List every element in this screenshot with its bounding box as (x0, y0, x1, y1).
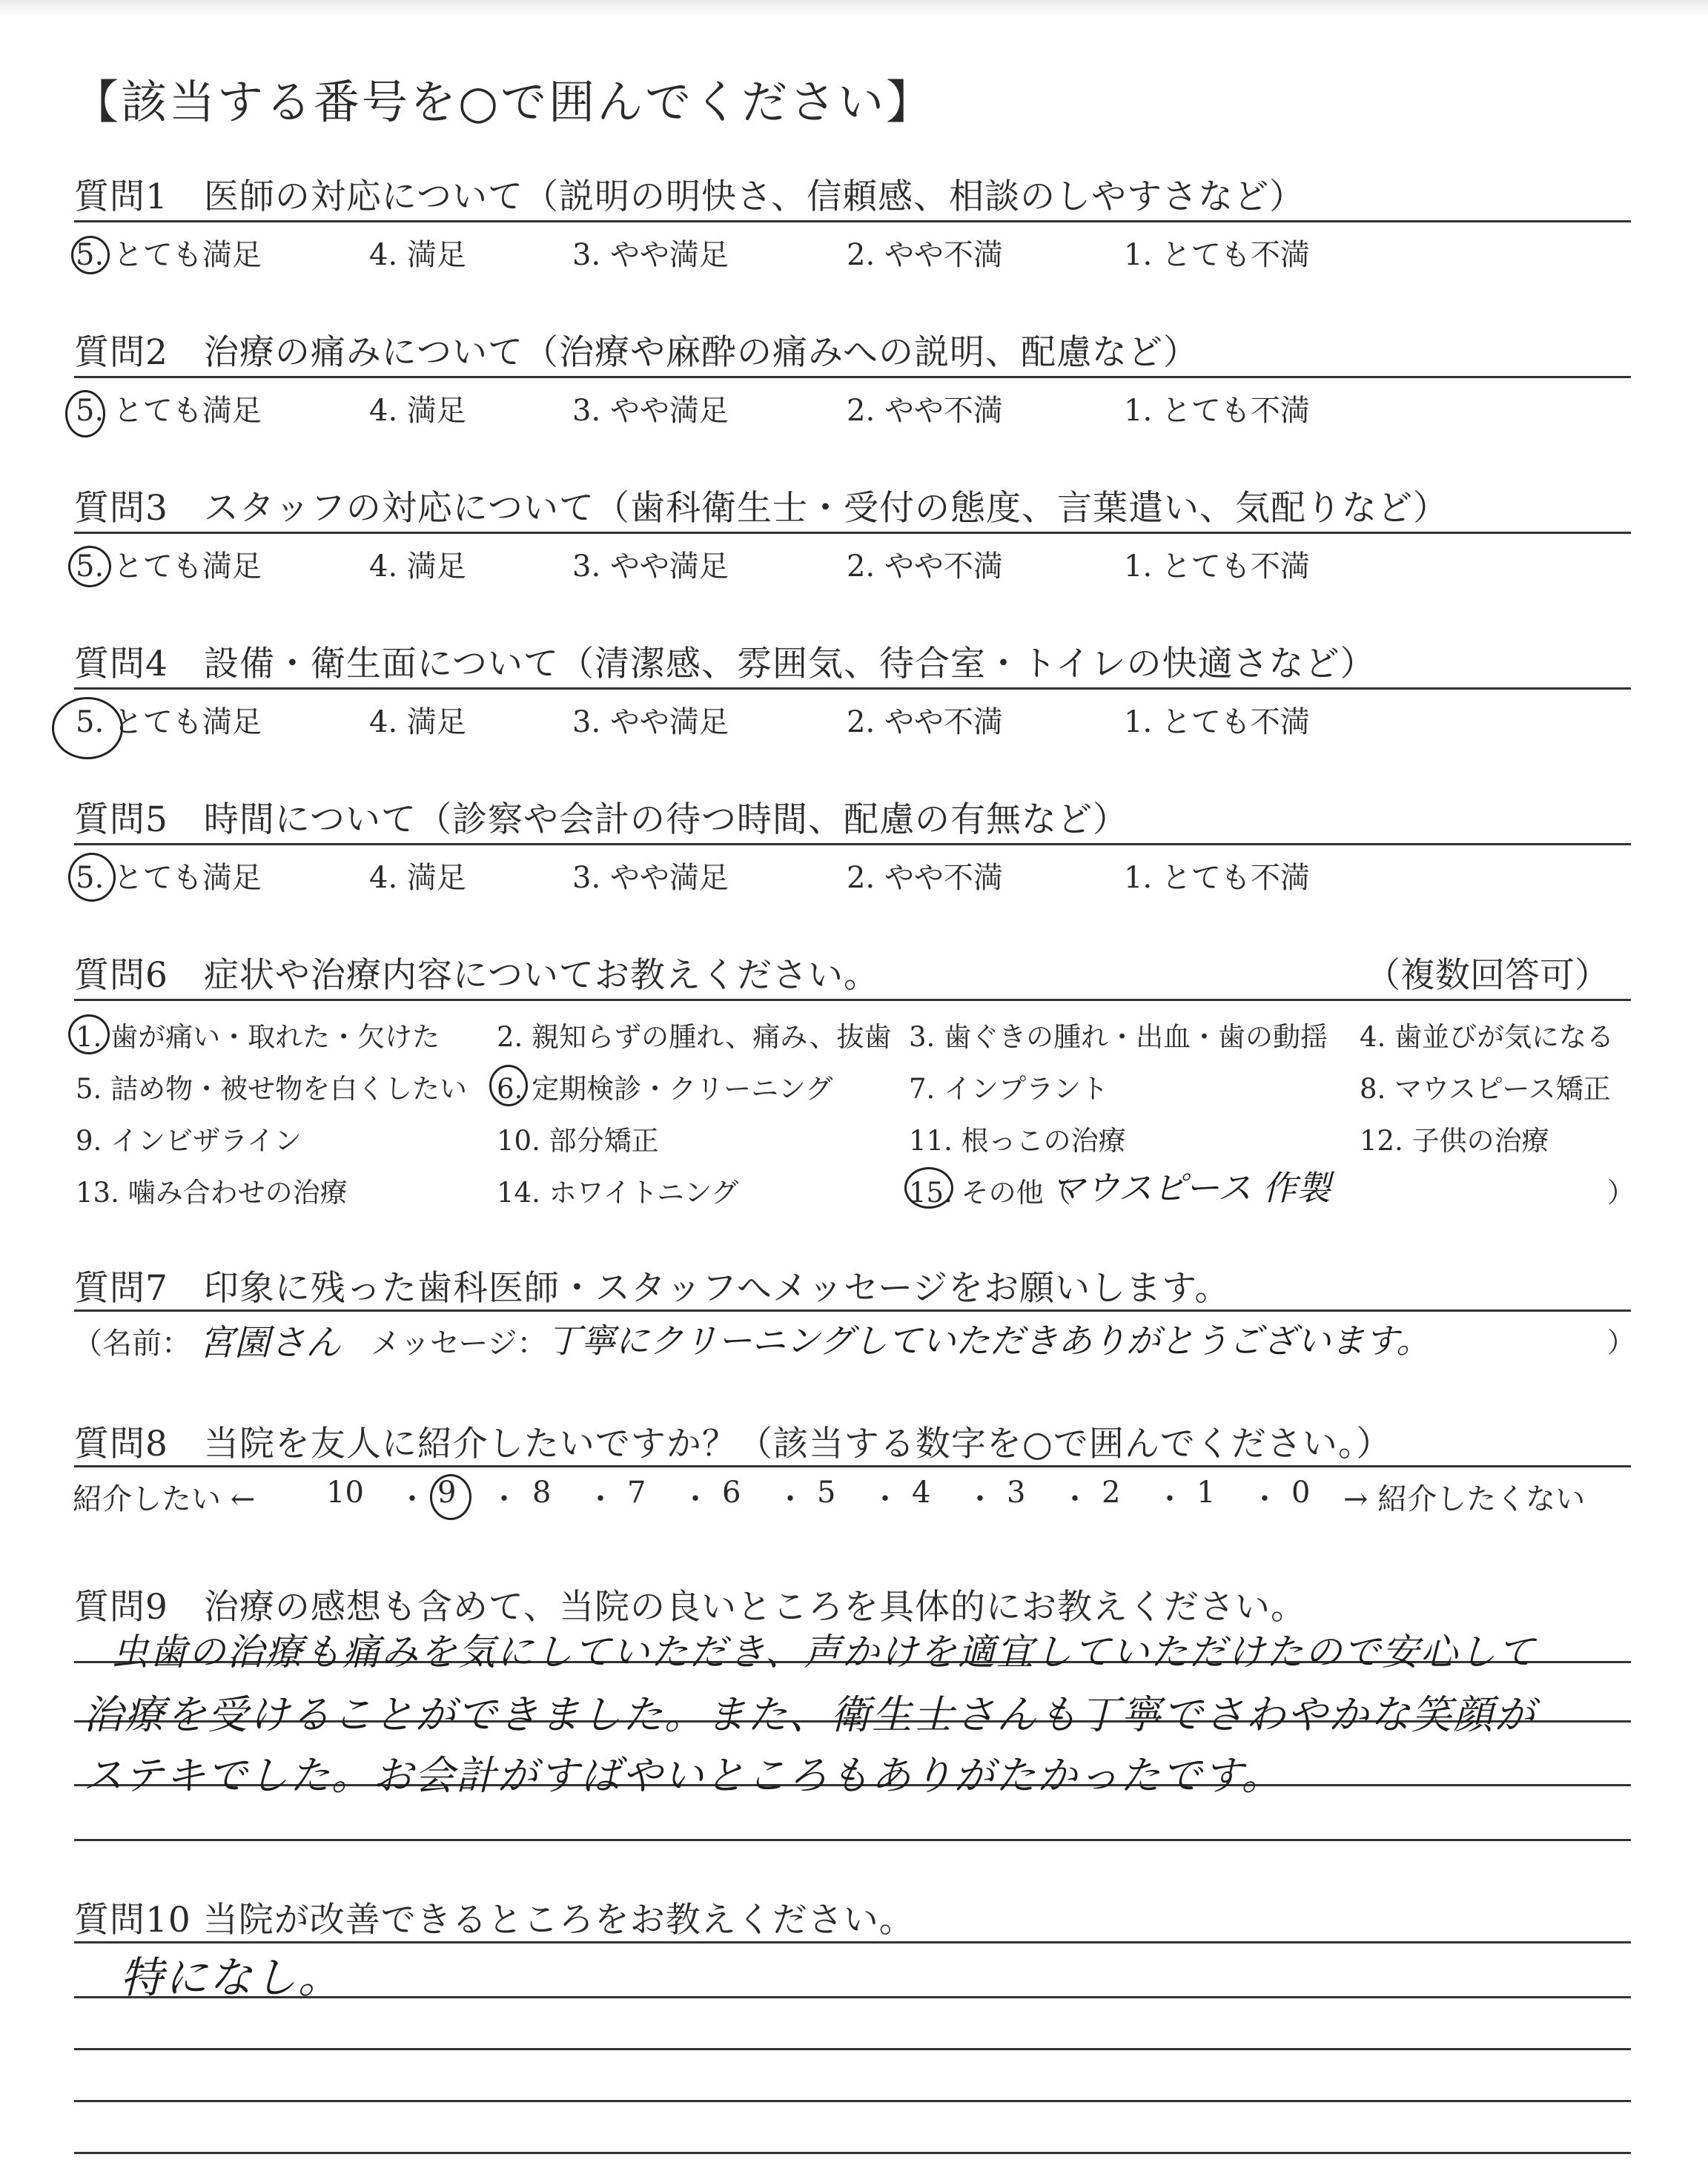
q6-selection-circle-1 (68, 1014, 110, 1054)
scan-edge (0, 0, 1708, 16)
q3-option-5[interactable]: 5. とても満足 (76, 549, 262, 584)
q8-scale-separator: ・ (586, 1482, 615, 1516)
q6-rule (74, 999, 1631, 1001)
q6-option-9[interactable]: 9. インビザライン (76, 1125, 302, 1157)
q8-scale-3[interactable]: 3 (1007, 1476, 1026, 1510)
q8-scale-separator: ・ (397, 1482, 427, 1516)
q9-answer-line-3[interactable]: ステキでした。お会計がすばやいところもありがたかったです。 (83, 1752, 1283, 1799)
q8-scale-separator: ・ (681, 1482, 710, 1516)
q10-title: 質問10 当院が改善できるところをお教えください。 (74, 1900, 915, 1941)
q8-scale-10[interactable]: 10 (326, 1476, 364, 1510)
q8-scale-separator: ・ (1060, 1482, 1090, 1516)
q5-option-1[interactable]: 1. とても不満 (1124, 861, 1310, 895)
q1-selection-circle (71, 236, 110, 274)
q2-option-1[interactable]: 1. とても不満 (1124, 394, 1310, 428)
q5-option-3[interactable]: 3. やや満足 (572, 861, 729, 895)
q5-option-5[interactable]: 5. とても満足 (76, 861, 262, 895)
q9-answer-line-1[interactable]: 虫歯の治療も痛みを気にしていただき、声かけを適宜していただけたので安心して (111, 1631, 1536, 1674)
q6-title: 質問6 症状や治療内容についてお教えください。 (74, 955, 879, 996)
q1-title: 質問1 医師の対応について（説明の明快さ、信頼感、相談のしやすさなど） (74, 176, 1305, 217)
q2-option-5[interactable]: 5. とても満足 (76, 394, 262, 428)
q6-option-4[interactable]: 4. 歯並びが気になる (1360, 1021, 1615, 1053)
q6-option-1[interactable]: 1. 歯が痛い・取れた・欠けた (76, 1021, 440, 1053)
q5-option-2[interactable]: 2. やや不満 (847, 861, 1003, 895)
page-title: 【該当する番号を○で囲んでください】 (73, 75, 935, 129)
q4-option-2[interactable]: 2. やや不満 (847, 705, 1003, 739)
q6-option-10[interactable]: 10. 部分矯正 (497, 1125, 659, 1157)
q10-line-4 (74, 2100, 1631, 2102)
q8-scale-1[interactable]: 1 (1196, 1476, 1216, 1510)
q6-option-12[interactable]: 12. 子供の治療 (1360, 1125, 1549, 1157)
q8-rule (74, 1465, 1631, 1467)
q10-line-3 (74, 2048, 1631, 2050)
q1-rule (74, 220, 1631, 222)
q8-right-label: → 紹介したくない (1343, 1482, 1586, 1516)
q6-selection-circle-6 (489, 1065, 528, 1106)
q2-option-2[interactable]: 2. やや不満 (847, 394, 1003, 428)
q6-option-11[interactable]: 11. 根っこの治療 (909, 1125, 1126, 1157)
q7-close: ） (1607, 1327, 1635, 1358)
q1-option-1[interactable]: 1. とても不満 (1124, 238, 1310, 272)
q7-name-value[interactable]: 宮園さん (199, 1322, 342, 1364)
q8-scale-separator: ・ (775, 1482, 805, 1516)
q9-line-4 (74, 1839, 1631, 1841)
q1-option-4[interactable]: 4. 満足 (369, 238, 466, 272)
q3-option-4[interactable]: 4. 満足 (369, 549, 466, 584)
q6-option-3[interactable]: 3. 歯ぐきの腫れ・出血・歯の動揺 (909, 1021, 1328, 1053)
q1-option-5[interactable]: 5. とても満足 (76, 238, 262, 272)
q2-option-4[interactable]: 4. 満足 (369, 394, 466, 428)
q3-option-2[interactable]: 2. やや不満 (847, 549, 1003, 584)
q8-scale-separator: ・ (870, 1482, 900, 1516)
q4-selection-circle (52, 697, 123, 759)
q6-option-5[interactable]: 5. 詰め物・被せ物を白くしたい (76, 1073, 468, 1105)
q8-scale-separator: ・ (489, 1482, 519, 1516)
q8-scale-4[interactable]: 4 (912, 1476, 931, 1510)
q4-rule (74, 687, 1631, 690)
q2-option-3[interactable]: 3. やや満足 (572, 394, 729, 428)
q9-title: 質問9 治療の感想も含めて、当院の良いところを具体的にお教えください。 (74, 1587, 1306, 1628)
q6-option-6[interactable]: 6. 定期検診・クリーニング (497, 1073, 833, 1105)
q8-scale-separator: ・ (965, 1482, 995, 1516)
q4-title: 質問4 設備・衛生面について（清潔感、雰囲気、待合室・トイレの快適さなど） (74, 644, 1376, 684)
q8-scale-separator: ・ (1155, 1482, 1185, 1516)
q9-answer-line-2[interactable]: 治療を受けることができました。また、衛生士さんも丁寧でさわやかな笑顔が (83, 1691, 1536, 1738)
q4-option-4[interactable]: 4. 満足 (369, 705, 466, 739)
q3-rule (74, 532, 1631, 534)
q6-other-close: ） (1607, 1177, 1635, 1209)
q8-scale-9[interactable]: 9 (437, 1476, 457, 1510)
q3-option-3[interactable]: 3. やや満足 (572, 549, 729, 584)
q10-line-5 (74, 2152, 1631, 2154)
q6-option-13[interactable]: 13. 噛み合わせの治療 (76, 1177, 348, 1209)
q5-selection-circle (68, 853, 116, 902)
q6-option-8[interactable]: 8. マウスピース矯正 (1360, 1073, 1611, 1105)
q8-scale-8[interactable]: 8 (532, 1476, 552, 1510)
q8-scale-separator: ・ (1250, 1482, 1280, 1516)
q8-scale-7[interactable]: 7 (627, 1476, 646, 1510)
q2-title: 質問2 治療の痛みについて（治療や麻酔の痛みへの説明、配慮など） (74, 332, 1199, 373)
q6-option-2[interactable]: 2. 親知らずの腫れ、痛み、抜歯 (497, 1021, 892, 1053)
q7-rule (74, 1309, 1631, 1312)
q6-option-7[interactable]: 7. インプラント (909, 1073, 1109, 1105)
q6-option-14[interactable]: 14. ホワイトニング (497, 1177, 739, 1209)
q7-title: 質問7 印象に残った歯科医師・スタッフへメッセージをお願いします。 (74, 1268, 1231, 1309)
q4-option-1[interactable]: 1. とても不満 (1124, 705, 1310, 739)
q5-title: 質問5 時間について（診察や会計の待つ時間、配慮の有無など） (74, 799, 1128, 840)
q5-rule (74, 843, 1631, 845)
q7-name-label: （名前： (73, 1327, 191, 1361)
q7-message-label: メッセージ： (371, 1327, 547, 1361)
q8-scale-0[interactable]: 0 (1291, 1476, 1311, 1510)
q1-option-2[interactable]: 2. やや不満 (847, 238, 1003, 272)
q8-title: 質問8 当院を友人に紹介したいですか？（該当する数字を○で囲んでください。） (74, 1424, 1392, 1464)
q2-rule (74, 376, 1631, 378)
q4-option-3[interactable]: 3. やや満足 (572, 705, 729, 739)
q3-option-1[interactable]: 1. とても不満 (1124, 549, 1310, 584)
q3-title: 質問3 スタッフの対応について（歯科衛生士・受付の態度、言葉遣い、気配りなど） (74, 488, 1449, 529)
q2-selection-circle (65, 390, 105, 437)
q8-scale-6[interactable]: 6 (722, 1476, 741, 1510)
q8-scale-2[interactable]: 2 (1102, 1476, 1121, 1510)
q7-message-value[interactable]: 丁寧にクリーニングしていただきありがとうございます。 (547, 1321, 1431, 1361)
q10-answer[interactable]: 特になし。 (120, 1952, 343, 2003)
q6-multi-answer-note: （複数回答可） (1366, 955, 1609, 996)
q4-option-5[interactable]: 5. とても満足 (76, 705, 262, 739)
q6-option-15[interactable]: 15. その他（ (909, 1177, 1071, 1209)
q8-scale-5[interactable]: 5 (817, 1476, 836, 1510)
q5-option-4[interactable]: 4. 満足 (369, 861, 466, 895)
q3-selection-circle (68, 546, 111, 587)
q6-other-text[interactable]: マウスピース 作製 (1051, 1168, 1331, 1208)
q6-selection-circle-15 (904, 1167, 953, 1209)
q8-left-label: 紹介したい ← (73, 1482, 256, 1516)
q8-selection-circle (430, 1474, 471, 1520)
q1-option-3[interactable]: 3. やや満足 (572, 238, 729, 272)
